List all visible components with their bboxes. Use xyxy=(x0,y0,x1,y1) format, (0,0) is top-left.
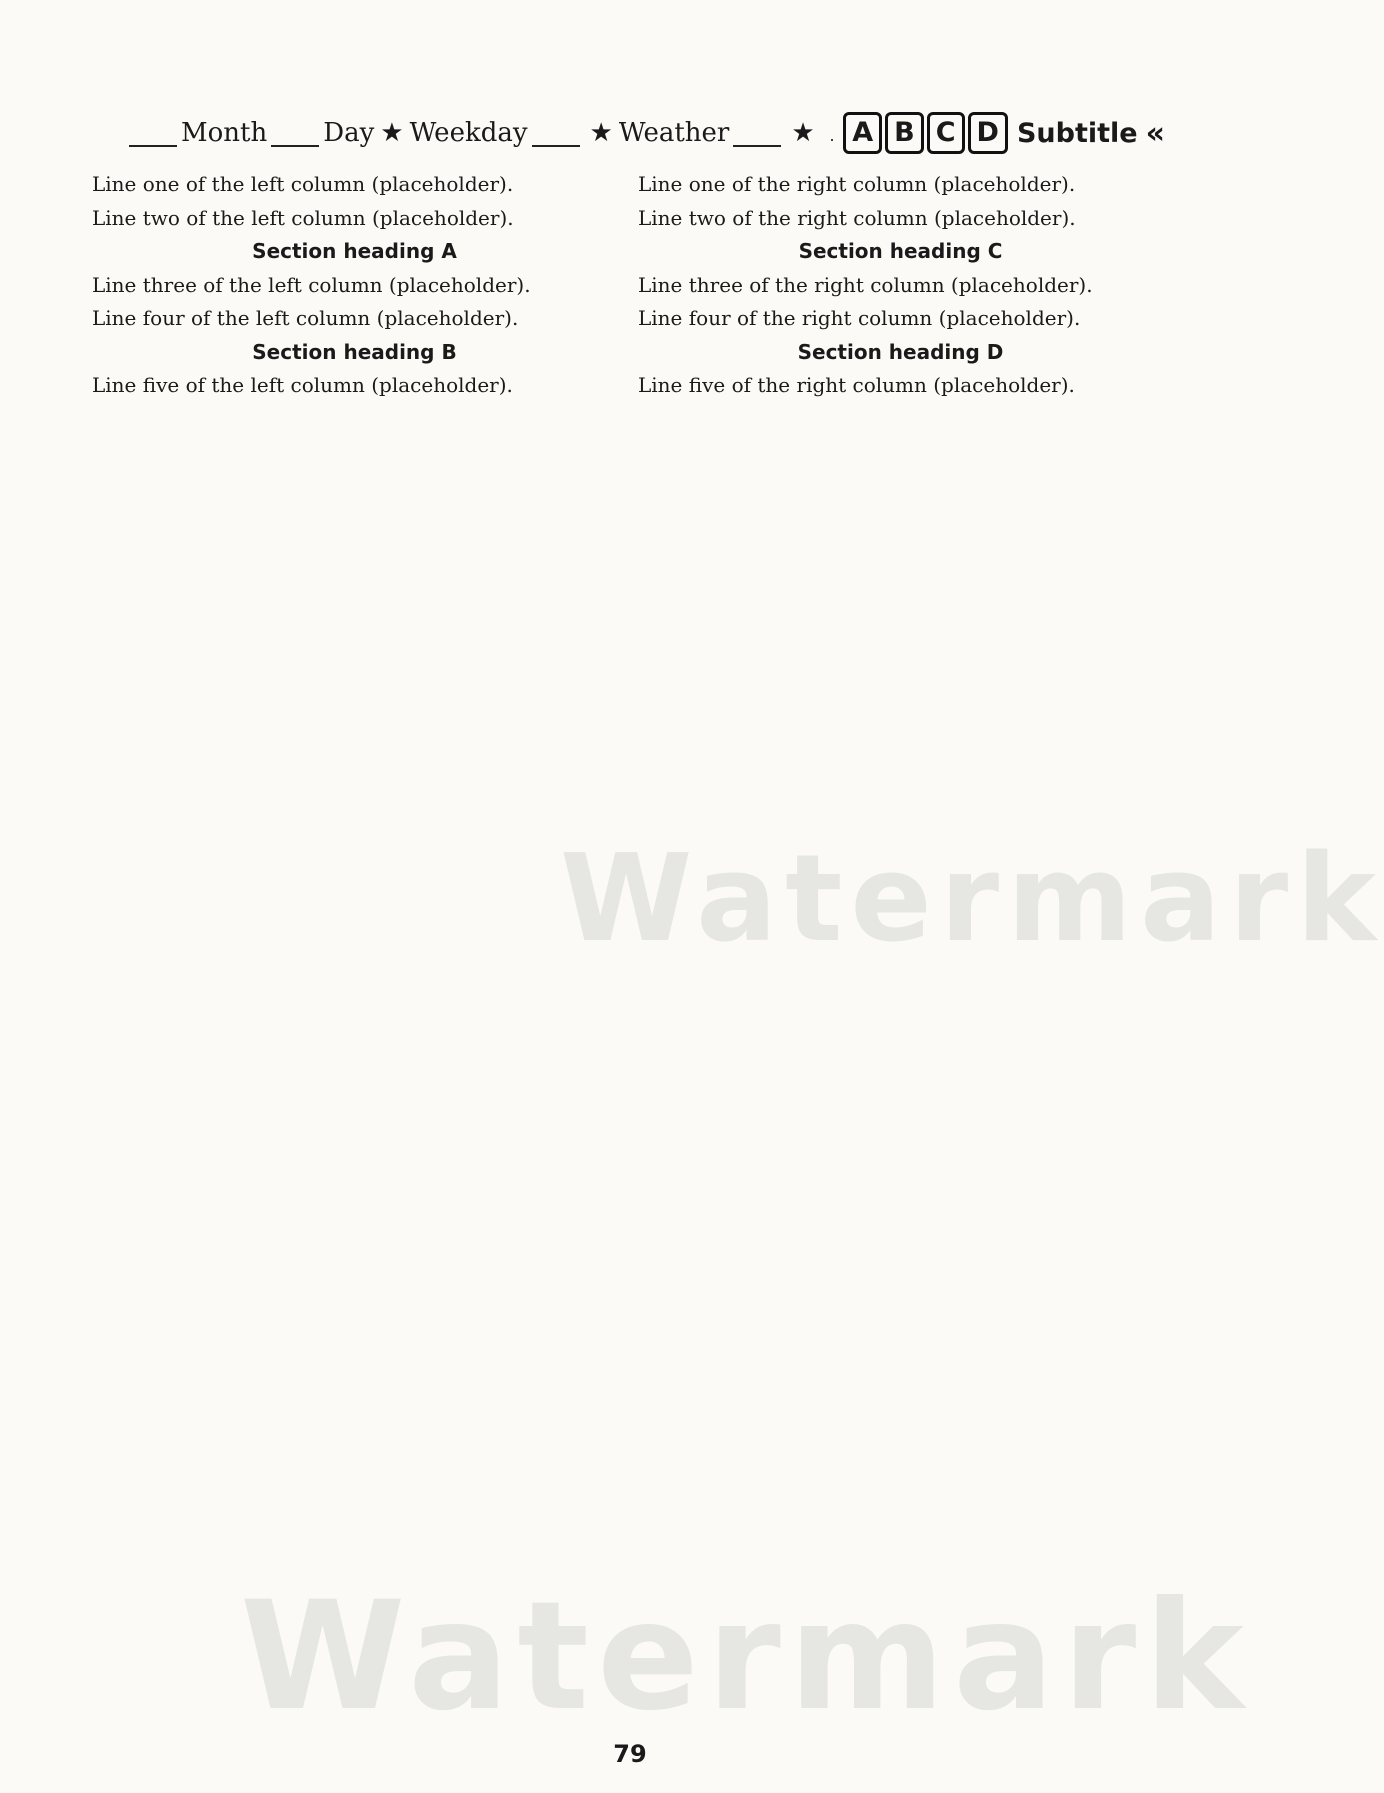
text-line: Line three of the right column (placeholder). xyxy=(638,272,1093,297)
text-line: Line one of the left column (placeholder). xyxy=(92,172,514,196)
star-icon: ★ xyxy=(791,118,815,148)
month-blank xyxy=(129,119,177,147)
text-line: Line two of the left column (placeholder). xyxy=(92,205,514,230)
week-blank xyxy=(532,119,580,147)
week-label: Weekday xyxy=(409,118,528,148)
watermark: Watermark xyxy=(560,830,1384,969)
text-line: Line one of the right column (placeholder). xyxy=(638,172,1076,196)
day-blank xyxy=(271,119,319,147)
section-heading: Section heading C xyxy=(798,239,1003,263)
text-line: Line four of the left column (placeholder). xyxy=(92,306,519,330)
brand-char-2: B xyxy=(885,112,924,154)
star-icon: ★ xyxy=(380,118,404,148)
day-label: Day xyxy=(323,118,375,148)
page-number: 79 xyxy=(613,1740,647,1768)
brand-subtitle: Subtitle xyxy=(1016,117,1138,149)
right-column xyxy=(638,168,1163,403)
text-line: Line four of the right column (placeholder). xyxy=(638,306,1081,330)
watermark: Watermark xyxy=(240,1570,1252,1744)
star-icon: ★ xyxy=(589,118,613,148)
text-line: Line five of the left column (placeholder). xyxy=(92,373,513,397)
brand-char-4: D xyxy=(968,112,1008,154)
weather-blank xyxy=(733,119,781,147)
dashed-divider xyxy=(831,125,834,141)
text-line: Line two of the right column (placeholder). xyxy=(638,205,1076,230)
brand-char-1: A xyxy=(843,112,882,154)
brand-char-3: C xyxy=(927,112,965,154)
page-header xyxy=(125,108,1165,158)
left-column xyxy=(92,168,617,403)
weather-label: Weather xyxy=(618,118,730,148)
section-heading: Section heading B xyxy=(252,339,457,364)
month-label: Month xyxy=(181,118,268,148)
section-heading: Section heading D xyxy=(797,339,1004,364)
text-line: Line five of the right column (placeholder). xyxy=(638,373,1075,397)
brand-logo xyxy=(843,112,1165,154)
text-line: Line three of the left column (placeholder). xyxy=(92,272,531,297)
section-heading: Section heading A xyxy=(252,239,457,263)
double-arrow-left-icon: « xyxy=(1145,115,1165,151)
